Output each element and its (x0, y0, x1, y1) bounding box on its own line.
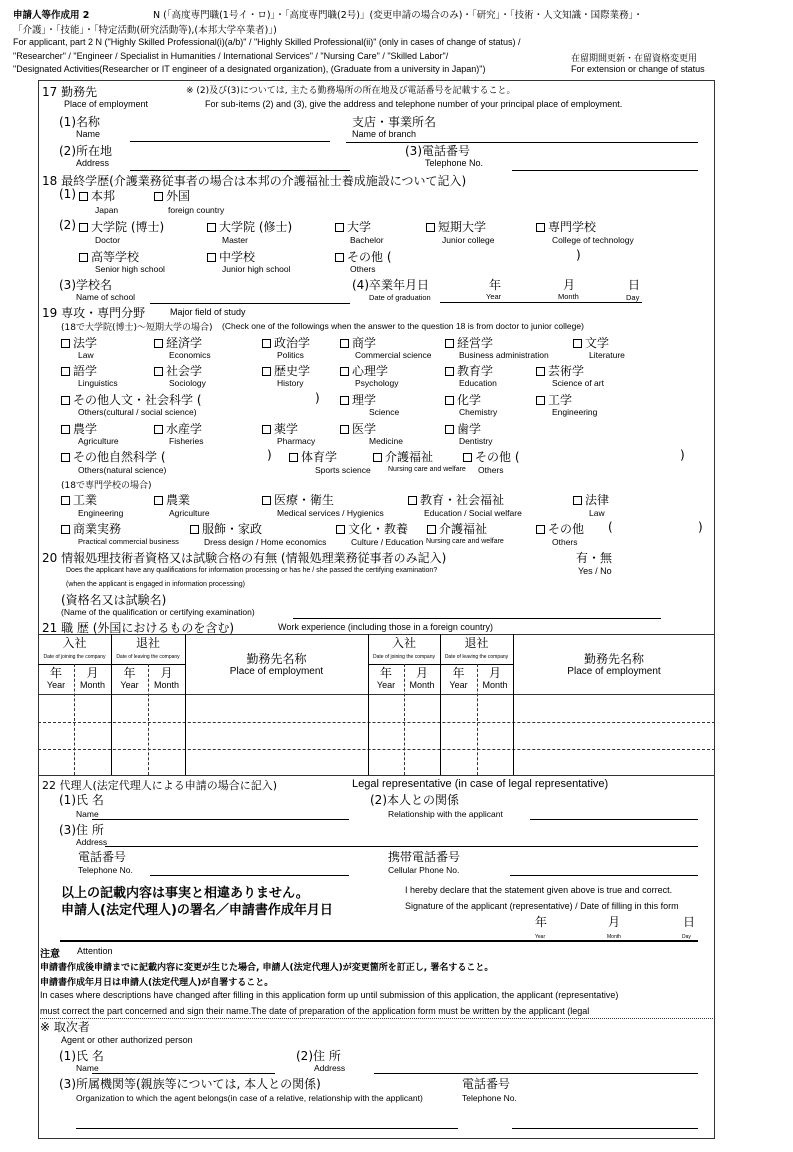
s19-cond-en: (Check one of the followings when the answer to the question 18 is from doctor to junior college) (222, 321, 584, 331)
checkbox-icon (340, 425, 349, 434)
checkbox-icon (536, 223, 545, 232)
s21-month-en: Month (409, 680, 435, 690)
checkbox-others-edu[interactable]: その他 ( (335, 248, 392, 265)
checkbox-icon (340, 367, 349, 376)
s21-year-ja: 年 (452, 666, 465, 680)
s18-school-label: (3)学校名 (59, 278, 112, 292)
major-politics-en: Politics (277, 350, 304, 360)
checkbox-icon (154, 425, 163, 434)
s18-year-en: Year (486, 292, 502, 301)
voc-engineering[interactable]: 工業 (61, 491, 97, 508)
s22-tel-en: Telephone No. (78, 865, 133, 875)
major-dentistry-en: Dentistry (459, 436, 493, 446)
s21-month-en: Month (79, 680, 105, 690)
s17-branch-field[interactable] (346, 142, 698, 143)
s21-year-en: Year (46, 680, 66, 690)
major-other-cultural[interactable]: その他人文・社会科学 ( (61, 391, 202, 408)
voc-engineering-en: Engineering (78, 508, 124, 518)
major-economics-en: Economics (169, 350, 211, 360)
attention-ja-1: 申請書作成後申請までに記載内容に変更が生じた場合, 申請人(法定代理人)が変更箇所を訂正し, 署名すること。 (40, 963, 494, 973)
others-edu-close: ) (576, 248, 581, 262)
checkbox-junior-high[interactable]: 中学校 (207, 248, 255, 265)
major-agriculture-en: Agriculture (78, 436, 119, 446)
other-natural-close: ) (267, 448, 272, 462)
voc-agriculture[interactable]: 農業 (154, 491, 190, 508)
agent-org-en: Organization to which the agent belongs(in case of a relative, relationship with the applicant) (76, 1093, 423, 1103)
major-agriculture[interactable]: 農学 (61, 420, 97, 437)
major-education-en: Education (459, 378, 497, 388)
voc-agriculture-en: Agriculture (169, 508, 210, 518)
s20-name-field[interactable] (293, 618, 661, 619)
header-en-1: For applicant, part 2 N ("Highly Skilled Professional(i)(a/b)" / "Highly Skilled Professional(ii)" (only in cases of change of status) / (13, 37, 521, 47)
s20-name-label: (資格名又は試験名) (61, 593, 167, 607)
major-linguistics[interactable]: 語学 (61, 362, 97, 379)
s18-q1: (1) (59, 187, 76, 201)
s20-yesno-ja[interactable]: 有・無 (576, 551, 613, 565)
checkbox-icon (340, 339, 349, 348)
major-linguistics-en: Linguistics (78, 378, 118, 388)
major-nursing-en: Nursing care and welfare (388, 466, 466, 473)
checkbox-icon (61, 396, 70, 405)
s21-year-ja: 年 (379, 666, 392, 680)
checkbox-icon (61, 425, 70, 434)
s18-school-field[interactable] (150, 303, 350, 304)
major-economics[interactable]: 経済学 (154, 334, 202, 351)
s17-address-field[interactable] (130, 170, 350, 171)
s21-year-en: Year (449, 680, 468, 690)
s17-address-en: Address (76, 158, 110, 168)
checkbox-icon (61, 496, 70, 505)
s21-row-divider (38, 749, 715, 750)
s22-name-label: (1)氏 名 (59, 793, 104, 807)
checkbox-icon (262, 367, 271, 376)
major-art-en: Science of art (552, 378, 604, 388)
major-politics[interactable]: 政治学 (262, 334, 310, 351)
checkbox-icon (79, 253, 88, 262)
major-nursing[interactable]: 介護福祉 (373, 448, 433, 465)
checkbox-icon (154, 496, 163, 505)
s21-month-en: Month (153, 680, 179, 690)
attention-en-1: In cases where descriptions have changed after filling in this application form up until submission of this application, the applicant (representative) (40, 990, 619, 1000)
voc-education-en: Education / Social welfare (424, 508, 522, 518)
s20-question-en-2: (when the applicant is engaged in information processing) (66, 581, 245, 588)
s22-title: 22 代理人(法定代理人による申請の場合に記入) (42, 779, 278, 792)
checkbox-icon (573, 496, 582, 505)
agent-title: ※ 取次者 (40, 1020, 90, 1034)
voc-commercial-en: Practical commercial business (78, 537, 179, 546)
major-psychology[interactable]: 心理学 (340, 362, 388, 379)
s17-tel-en: Telephone No. (425, 158, 484, 168)
agent-addr-en: Address (314, 1063, 346, 1073)
s21-place-en: Place of employment (229, 666, 324, 677)
s18-month-en: Month (558, 292, 579, 301)
checkbox-icon (154, 339, 163, 348)
s21-table-bottom (38, 775, 715, 776)
checkbox-icon (190, 525, 199, 534)
major-pharmacy[interactable]: 薬学 (262, 420, 298, 437)
s19-title-en: Major field of study (170, 307, 246, 317)
s21-place-en: Place of employment (567, 666, 661, 677)
voc-culture[interactable]: 文化・教養 (336, 520, 408, 537)
s22-rel-label: (2)本人との関係 (370, 793, 459, 807)
s17-name-field[interactable] (130, 141, 330, 142)
s21-place-ja: 勤務先名称 (246, 652, 307, 666)
major-fisheries[interactable]: 水産学 (154, 420, 202, 437)
s19-cond-ja: (18で大学院(博士)～短期大学の場合) (61, 323, 213, 333)
declaration-ja-1: 以上の記載内容は事実と相違ありません。 (61, 886, 309, 901)
checkbox-icon (426, 223, 435, 232)
major-other-natural[interactable]: その他自然科学 ( (61, 448, 166, 465)
agent-org-label: (3)所属機関等(親族等については, 本人との関係) (59, 1077, 321, 1091)
checkbox-icon (61, 367, 70, 376)
junior-high-en: Junior high school (222, 264, 291, 274)
s21-leave-ja: 退社 (135, 636, 160, 650)
agent-tel-field[interactable] (512, 1128, 698, 1129)
major-dentistry[interactable]: 歯学 (445, 420, 481, 437)
s18-grad-label: (4)卒業年月日 (352, 278, 429, 292)
major-other-cultural-en: Others(cultural / social science) (78, 407, 197, 417)
s21-join-ja: 入社 (391, 636, 416, 650)
attention-divider (38, 1018, 715, 1019)
major-others[interactable]: その他 ( (463, 448, 520, 465)
major-chemistry-en: Chemistry (459, 407, 498, 417)
s18-month-ja: 月 (563, 278, 576, 292)
checkbox-icon (373, 453, 382, 462)
others-close: ) (680, 448, 685, 462)
college-tech-en: College of technology (552, 235, 634, 245)
s21-title-en: Work experience (including those in a foreign country) (278, 622, 493, 632)
voc-dress-en: Dress design / Home economics (204, 537, 327, 547)
checkbox-junior-college[interactable]: 短期大学 (426, 218, 486, 235)
other-cultural-close: ) (315, 391, 320, 405)
major-science[interactable]: 理学 (340, 391, 376, 408)
signature-line[interactable] (60, 940, 698, 942)
major-literature-en: Literature (589, 350, 625, 360)
s22-addr-en: Address (76, 837, 108, 847)
declaration-month-en: Month (607, 934, 621, 940)
major-others-en: Others (478, 465, 504, 475)
s21-table-header-bottom (38, 694, 715, 695)
major-other-natural-en: Others(natural science) (78, 465, 167, 475)
junior-college-en: Junior college (442, 235, 495, 245)
voc-nursing-en: Nursing care and welfare (426, 538, 504, 545)
checkbox-college-tech[interactable]: 専門学校 (536, 218, 596, 235)
s19-vocational-cond: (18で専門学校の場合) (61, 481, 152, 491)
checkbox-icon (61, 339, 70, 348)
s22-title-en: Legal representative (in case of legal representative) (352, 778, 609, 790)
checkbox-icon (262, 496, 271, 505)
checkbox-icon (445, 339, 454, 348)
major-business-en: Business administration (459, 350, 549, 360)
s17-name-en: Name (76, 129, 101, 139)
checkbox-icon (154, 367, 163, 376)
s17-note-ja: ※ (2)及び(3)については, 主たる勤務場所の所在地及び電話番号を記載すること。 (186, 86, 516, 96)
agent-title-en: Agent or other authorized person (61, 1035, 193, 1045)
declaration-en-2: Signature of the applicant (representative) / Date of filling in this form (405, 901, 679, 911)
major-law[interactable]: 法学 (61, 334, 97, 351)
s22-cell-label: 携帯電話番号 (388, 850, 461, 864)
s17-tel-label: (3)電話番号 (405, 144, 470, 158)
attention-title-ja: 注意 (40, 949, 60, 960)
major-sociology-en: Sociology (169, 378, 206, 388)
major-art[interactable]: 芸術学 (536, 362, 584, 379)
s17-tel-field[interactable] (512, 170, 698, 171)
japan-en: Japan (95, 205, 119, 215)
voc-others[interactable]: その他 (536, 520, 584, 537)
agent-org-field[interactable] (76, 1128, 458, 1129)
s22-rel-field[interactable] (530, 819, 698, 820)
s21-month-en: Month (482, 680, 508, 690)
s20-yesno-en: Yes / No (578, 566, 612, 576)
checkbox-icon (79, 192, 88, 201)
voc-others-open: ( (608, 520, 613, 534)
checkbox-icon (335, 223, 344, 232)
checkbox-icon (340, 396, 349, 405)
checkbox-doctor[interactable]: 大学院 (博士) (79, 218, 164, 235)
s21-year-ja: 年 (49, 666, 62, 680)
s21-join-ja: 入社 (62, 636, 87, 650)
s22-rel-en: Relationship with the applicant (388, 809, 503, 819)
major-pharmacy-en: Pharmacy (277, 436, 316, 446)
s18-day-ja: 日 (628, 278, 641, 292)
checkbox-icon (427, 525, 436, 534)
major-fisheries-en: Fisheries (169, 436, 204, 446)
major-engineering-en: Engineering (552, 407, 598, 417)
major-sports[interactable]: 体育学 (289, 448, 337, 465)
checkbox-icon (536, 367, 545, 376)
checkbox-senior-high[interactable]: 高等学校 (79, 248, 139, 265)
s22-addr-label: (3)住 所 (59, 823, 104, 837)
checkbox-icon (79, 223, 88, 232)
checkbox-icon (154, 192, 163, 201)
s18-title: 18 最終学歴(介護業務従事者の場合は本邦の介護福祉士養成施設について記入) (42, 174, 467, 188)
agent-tel-en: Telephone No. (462, 1093, 517, 1103)
s21-place-ja: 勤務先名称 (583, 652, 644, 666)
checkbox-icon (536, 396, 545, 405)
checkbox-icon (536, 525, 545, 534)
declaration-year-en: Year (535, 934, 546, 940)
master-en: Master (222, 235, 248, 245)
s21-month-ja: 月 (415, 666, 428, 680)
bachelor-en: Bachelor (350, 235, 384, 245)
major-law-en: Law (78, 350, 94, 360)
s17-note-en: For sub-items (2) and (3), give the address and telephone number of your principal place of employment. (205, 99, 623, 109)
declaration-day-en: Day (682, 934, 691, 940)
major-science-en: Science (369, 407, 400, 417)
checkbox-icon (207, 223, 216, 232)
s17-name-label: (1)名称 (59, 115, 100, 129)
checkbox-icon (289, 453, 298, 462)
major-sports-en: Sports science (315, 465, 371, 475)
declaration-month-ja: 月 (608, 915, 621, 929)
voc-others-en: Others (552, 537, 578, 547)
s21-month-ja: 月 (86, 666, 99, 680)
s21-join-en: Date of joining the company (43, 654, 106, 660)
s17-title-en: Place of employment (64, 99, 149, 109)
s21-title: 21 職 歴 (外国におけるものを含む) (42, 621, 235, 635)
s20-title: 20 情報処理技術者資格又は試験合格の有無 (情報処理業務従事者のみ記入) (42, 551, 447, 565)
voc-law[interactable]: 法律 (573, 491, 609, 508)
s21-year-en: Year (376, 680, 396, 690)
s19-title: 19 専攻・専門分野 (42, 306, 146, 320)
s20-question-en: Does the applicant have any qualifications for information processing or has he / she passed the certifying examination? (66, 567, 438, 574)
voc-medical[interactable]: 医療・衛生 (262, 491, 334, 508)
s22-cell-en: Cellular Phone No. (388, 865, 460, 875)
s18-q2: (2) (59, 218, 76, 232)
s18-grad-field[interactable] (440, 302, 642, 303)
checkbox-icon (445, 367, 454, 376)
s22-cell-field[interactable] (510, 875, 698, 876)
header-purpose-en: For extension or change of status (571, 64, 705, 74)
agent-name-field[interactable] (92, 1073, 275, 1074)
agent-name-en: Name (76, 1063, 99, 1073)
s21-leave-ja: 退社 (464, 636, 489, 650)
declaration-en-1: I hereby declare that the statement given above is true and correct. (405, 885, 673, 895)
s17-address-label: (2)所在地 (59, 144, 112, 158)
checkbox-icon (463, 453, 472, 462)
major-psychology-en: Psychology (355, 378, 399, 388)
major-medicine-en: Medicine (369, 436, 404, 446)
s17-branch-label: 支店・事業所名 (352, 115, 437, 129)
checkbox-icon (262, 425, 271, 434)
header-purpose-ja: 在留期間更新・在留資格変更用 (571, 54, 698, 64)
checkbox-icon (445, 425, 454, 434)
attention-ja-2: 申請書作成年月日は申請人(法定代理人)が自署すること。 (40, 978, 274, 988)
s17-title: 17 勤務先 (42, 85, 98, 99)
s21-leave-en: Date of leaving the company (444, 654, 509, 660)
attention-title-en: Attention (77, 946, 113, 956)
agent-addr-label: (2)住 所 (296, 1049, 341, 1063)
s21-year-ja: 年 (123, 666, 136, 680)
s21-month-ja: 月 (160, 666, 173, 680)
checkbox-icon (335, 253, 344, 262)
voc-medical-en: Medical services / Hygienics (277, 508, 384, 518)
major-history-en: History (277, 378, 304, 388)
agent-addr-field[interactable] (374, 1073, 698, 1074)
declaration-year-ja: 年 (535, 915, 548, 929)
checkbox-icon (336, 525, 345, 534)
s21-year-en: Year (120, 680, 139, 690)
checkbox-icon (408, 496, 417, 505)
voc-dress[interactable]: 服飾・家政 (190, 520, 262, 537)
s21-join-en: Date of joining the company (373, 654, 435, 660)
checkbox-icon (573, 339, 582, 348)
voc-law-en: Law (589, 508, 605, 518)
major-sociology[interactable]: 社会学 (154, 362, 202, 379)
s22-name-en: Name (76, 809, 99, 819)
major-business[interactable]: 経営学 (445, 334, 493, 351)
header-en-3: "Designated Activities(Researcher or IT engineer of a designated organization), (Graduate from a university in Japan)") (13, 64, 486, 74)
checkbox-japan[interactable]: 本邦 (79, 187, 115, 204)
attention-en-2: must correct the part concerned and sign their name.The date of preparation of the application form must be written by the applicant (legal (40, 1006, 590, 1016)
agent-tel-label: 電話番号 (462, 1077, 511, 1091)
foreign-en: foreign country (168, 205, 225, 215)
checkbox-master[interactable]: 大学院 (修士) (207, 218, 292, 235)
major-commercial[interactable]: 商学 (340, 334, 376, 351)
s18-day-en: Day (626, 293, 640, 302)
voc-others-close: ) (698, 520, 703, 534)
declaration-day-ja: 日 (683, 915, 696, 929)
checkbox-bachelor[interactable]: 大学 (335, 218, 371, 235)
voc-education[interactable]: 教育・社会福祉 (408, 491, 504, 508)
checkbox-icon (61, 453, 70, 462)
voc-nursing[interactable]: 介護福祉 (427, 520, 487, 537)
s22-tel-label: 電話番号 (78, 850, 127, 864)
checkbox-foreign[interactable]: 外国 (154, 187, 190, 204)
s22-tel-field[interactable] (150, 875, 349, 876)
major-engineering[interactable]: 工学 (536, 391, 572, 408)
s18-year-ja: 年 (489, 278, 502, 292)
checkbox-icon (262, 339, 271, 348)
major-chemistry[interactable]: 化学 (445, 391, 481, 408)
s20-name-en: (Name of the qualification or certifying examination) (61, 607, 255, 617)
checkbox-icon (445, 396, 454, 405)
major-medicine[interactable]: 医学 (340, 420, 376, 437)
s22-addr-field[interactable] (105, 846, 698, 847)
doctor-en: Doctor (95, 235, 121, 245)
s18-school-en: Name of school (76, 292, 136, 302)
s21-month-ja: 月 (488, 666, 501, 680)
form-id: 申請人等作成用 2 (13, 10, 90, 21)
major-education[interactable]: 教育学 (445, 362, 493, 379)
s21-leave-en: Date of leaving the company (116, 654, 180, 660)
checkbox-icon (61, 525, 70, 534)
others-edu-en: Others (350, 264, 376, 274)
header-status-list-2: 「介護」・「技能」・「特定活動(研究活動等),(本邦大学卒業者)」) (13, 25, 277, 36)
s22-name-field[interactable] (92, 819, 349, 820)
header-en-2: "Researcher" / "Engineer / Specialist in Humanities / International Services" / "Nursing Care" / "Skilled Labor"/ (13, 51, 449, 61)
declaration-ja-2: 申請人(法定代理人)の署名／申請書作成年月日 (61, 903, 333, 918)
checkbox-icon (207, 253, 216, 262)
major-history[interactable]: 歴史学 (262, 362, 310, 379)
major-literature[interactable]: 文学 (573, 334, 609, 351)
agent-name-label: (1)氏 名 (59, 1049, 104, 1063)
senior-high-en: Senior high school (95, 264, 165, 274)
s18-grad-en: Date of graduation (369, 293, 431, 302)
s17-branch-en: Name of branch (352, 129, 417, 139)
s21-row-divider (38, 722, 715, 723)
header-status-list: N (「高度専門職(1号イ・ロ)」・「高度専門職(2号)」(変更申請の場合のみ)・「研究」・「技術・人文知識・国際業務」・ (153, 10, 643, 21)
voc-culture-en: Culture / Education (351, 537, 424, 547)
major-commercial-en: Commercial science (355, 350, 432, 360)
voc-commercial[interactable]: 商業実務 (61, 520, 121, 537)
